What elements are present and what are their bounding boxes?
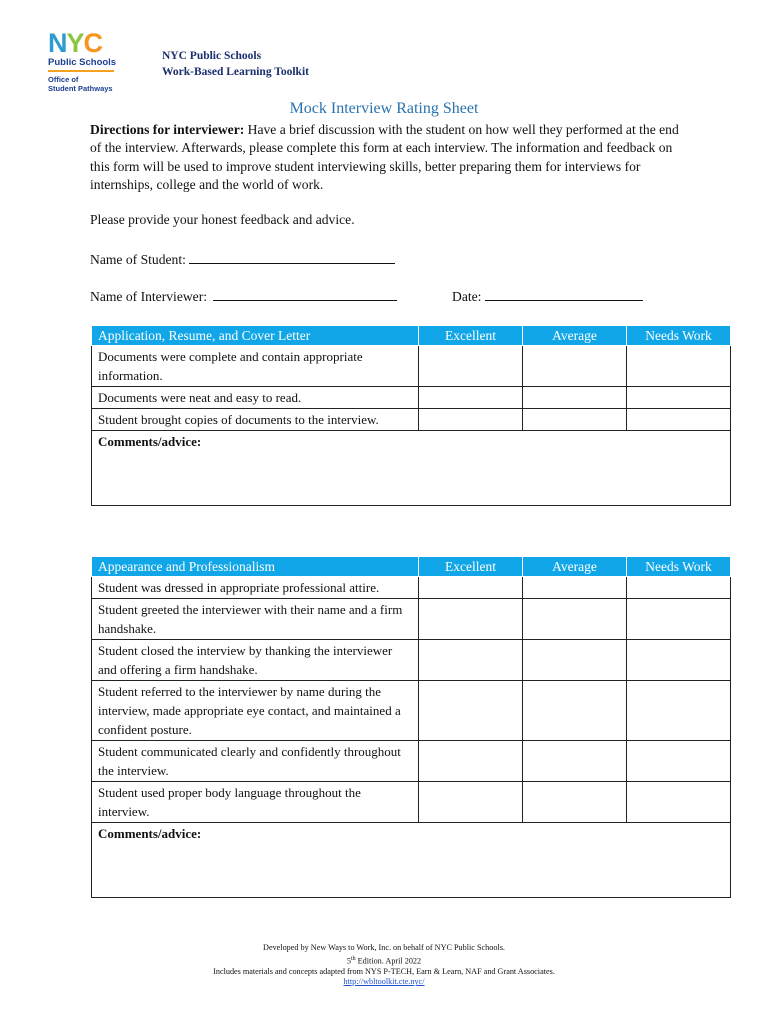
- rating-cell-average[interactable]: [523, 346, 627, 387]
- rating-cell-excellent[interactable]: [419, 599, 523, 640]
- rating-cell-needs-work[interactable]: [627, 409, 731, 431]
- logo-office-line1: Office of: [48, 75, 79, 84]
- page-header: [48, 30, 748, 100]
- criterion-label: Student communicated clearly and confidently throughout the interview.: [92, 741, 419, 782]
- rating-cell-average[interactable]: [523, 741, 627, 782]
- logo-divider: [48, 70, 114, 72]
- rating-cell-excellent[interactable]: [419, 577, 523, 599]
- rating-cell-average[interactable]: [523, 577, 627, 599]
- table-row: [92, 346, 731, 387]
- criterion-label: Student used proper body language throughout the interview.: [92, 782, 419, 823]
- rating-cell-average[interactable]: [523, 387, 627, 409]
- rating-cell-needs-work[interactable]: [627, 782, 731, 823]
- section-heading-appearance: Appearance and Professionalism: [92, 557, 419, 577]
- interviewer-name-label: Name of Interviewer:: [90, 289, 208, 304]
- criterion-label: Documents were complete and contain appropriate information.: [92, 346, 419, 387]
- table-header-row: [92, 326, 731, 346]
- table-row: [92, 741, 731, 782]
- footer-edition: 5th Edition. April 2022: [346, 955, 422, 966]
- criterion-label: Student brought copies of documents to the interview.: [92, 409, 419, 431]
- page-footer: [0, 943, 768, 988]
- section-heading-application: Application, Resume, and Cover Letter: [92, 326, 419, 346]
- student-name-line[interactable]: [189, 251, 395, 264]
- criterion-label: Student referred to the interviewer by name during the interview, made appropriate eye contact, and maintained a confident posture.: [92, 681, 419, 741]
- rating-cell-excellent[interactable]: [419, 741, 523, 782]
- rating-cell-excellent[interactable]: [419, 387, 523, 409]
- footer-developed-by: Developed by New Ways to Work, Inc. on behalf of NYC Public Schools.: [263, 943, 505, 952]
- student-name-field: [90, 251, 395, 268]
- interviewer-name-field: [90, 288, 397, 305]
- column-excellent: Excellent: [419, 557, 523, 577]
- logo-letter-n: N: [48, 28, 67, 58]
- comments-row: [92, 823, 731, 898]
- header-org-text: [162, 48, 309, 80]
- criterion-label: Student was dressed in appropriate professional attire.: [92, 577, 419, 599]
- directions-text: Have a brief discussion with the student on how well they performed at the end of the interview. Afterwards, please complete this form at each interview. The information and feedback on this form will be used to improve student interviewing skills, better preparing them for interviews for internships, college and the world of work.: [90, 122, 679, 193]
- rating-cell-average[interactable]: [523, 409, 627, 431]
- comments-box-appearance[interactable]: Comments/advice:: [92, 823, 731, 898]
- rating-cell-excellent[interactable]: [419, 782, 523, 823]
- directions-label: Directions for interviewer:: [90, 122, 245, 137]
- rating-cell-needs-work[interactable]: [627, 681, 731, 741]
- rating-cell-excellent[interactable]: [419, 409, 523, 431]
- logo-public-schools: Public Schools: [48, 57, 117, 68]
- rating-cell-needs-work[interactable]: [627, 346, 731, 387]
- comments-box-application[interactable]: Comments/advice:: [92, 431, 731, 506]
- date-line[interactable]: [485, 288, 643, 301]
- comments-row: [92, 431, 731, 506]
- date-label: Date:: [452, 289, 482, 304]
- criterion-label: Documents were neat and easy to read.: [92, 387, 419, 409]
- rating-cell-average[interactable]: [523, 640, 627, 681]
- column-needs-work: Needs Work: [627, 326, 731, 346]
- logo-letter-y: Y: [66, 28, 84, 58]
- header-org-line1: NYC Public Schools: [162, 50, 262, 62]
- table-row: [92, 782, 731, 823]
- rating-cell-excellent[interactable]: [419, 640, 523, 681]
- column-average: Average: [523, 557, 627, 577]
- table-row: [92, 387, 731, 409]
- logo-office-line2: Student Pathways: [48, 84, 113, 93]
- rating-table-appearance: [91, 556, 731, 898]
- column-needs-work: Needs Work: [627, 557, 731, 577]
- rating-cell-needs-work[interactable]: [627, 599, 731, 640]
- table-row: [92, 577, 731, 599]
- criterion-label: Student greeted the interviewer with their name and a firm handshake.: [92, 599, 419, 640]
- rating-cell-average[interactable]: [523, 599, 627, 640]
- page-title: Mock Interview Rating Sheet: [289, 100, 479, 117]
- column-average: Average: [523, 326, 627, 346]
- footer-materials: Includes materials and concepts adapted from NYS P-TECH, Earn & Learn, NAF and Grant Associates.: [213, 966, 555, 976]
- table-row: [92, 681, 731, 741]
- column-excellent: Excellent: [419, 326, 523, 346]
- footer-link[interactable]: http://wbltoolkit.cte.nyc/: [343, 977, 425, 987]
- rating-cell-average[interactable]: [523, 782, 627, 823]
- table-row: [92, 409, 731, 431]
- rating-cell-needs-work[interactable]: [627, 741, 731, 782]
- criterion-label: Student closed the interview by thanking the interviewer and offering a firm handshake.: [92, 640, 419, 681]
- rating-cell-excellent[interactable]: [419, 346, 523, 387]
- rating-cell-needs-work[interactable]: [627, 640, 731, 681]
- rating-cell-average[interactable]: [523, 681, 627, 741]
- table-row: [92, 640, 731, 681]
- rating-table-application: [91, 325, 731, 506]
- header-org-line2: Work-Based Learning Toolkit: [162, 66, 309, 78]
- advice-prompt: Please provide your honest feedback and advice.: [90, 212, 355, 227]
- interviewer-name-line[interactable]: [213, 288, 397, 301]
- student-name-label: Name of Student:: [90, 252, 186, 267]
- directions-paragraph: [90, 121, 680, 195]
- table-header-row: [92, 557, 731, 577]
- nyc-public-schools-logo: [48, 30, 128, 93]
- rating-cell-excellent[interactable]: [419, 681, 523, 741]
- rating-cell-needs-work[interactable]: [627, 577, 731, 599]
- rating-cell-needs-work[interactable]: [627, 387, 731, 409]
- logo-letter-c: C: [83, 28, 103, 58]
- date-field: [452, 288, 643, 305]
- table-row: [92, 599, 731, 640]
